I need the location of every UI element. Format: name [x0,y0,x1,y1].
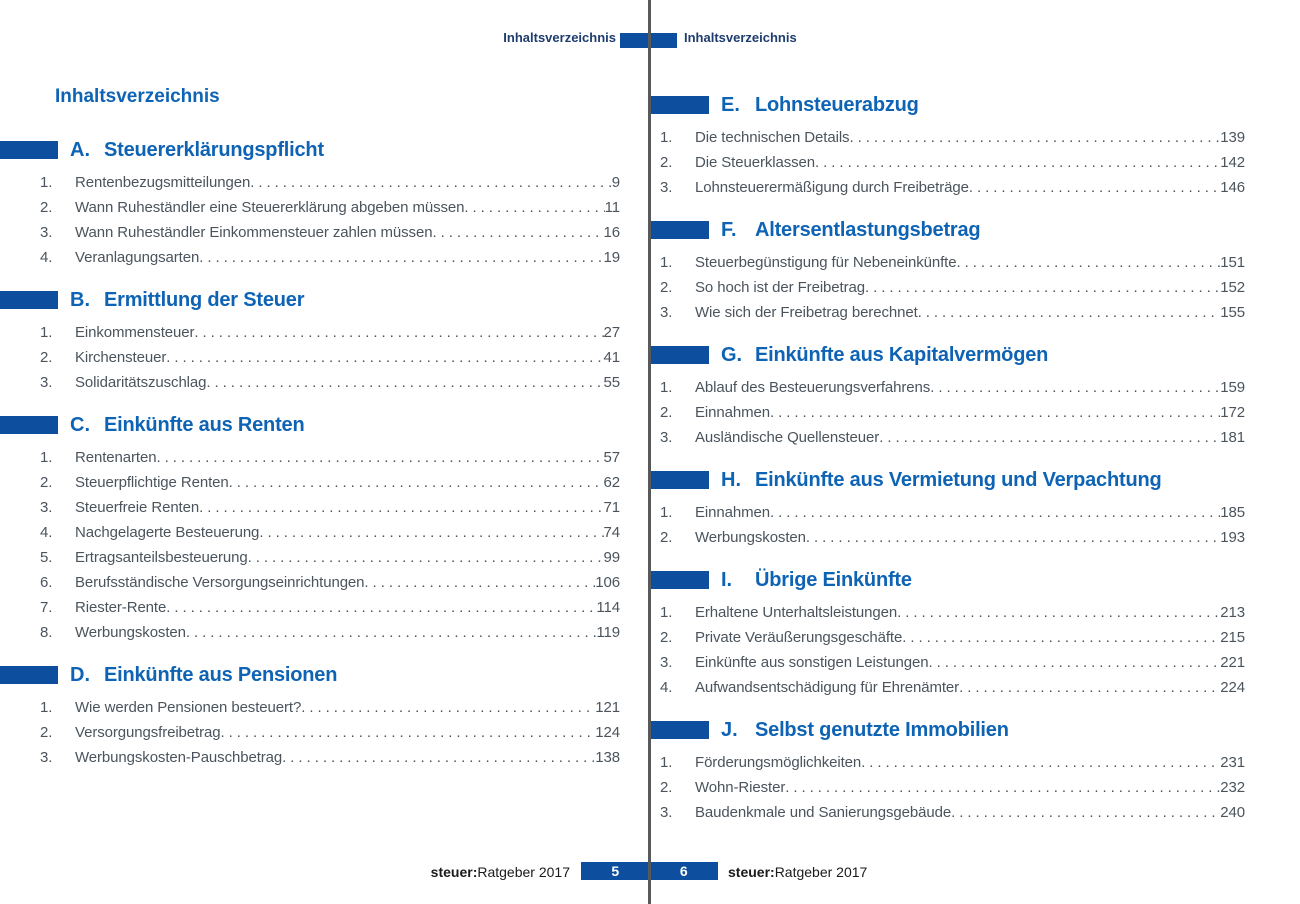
toc-entry [40,720,620,745]
toc-entry-label: Lohnsteuerermäßigung durch Freibeträge [695,179,969,196]
dot-leader [928,650,1220,675]
section-accent-bar [0,291,58,309]
toc-entry [660,800,1245,825]
toc-entry-page: 27 [603,324,620,341]
section-heading [0,663,620,687]
toc-entry-number: 1. [660,254,673,271]
toc-section [0,663,620,770]
toc-entry-page: 224 [1220,679,1245,696]
toc-entry-number: 3. [40,374,53,391]
toc-entry-label: Nachgelagerte Besteuerung [75,524,260,541]
dot-leader [785,775,1220,800]
section-letter: I. [721,568,733,591]
section-letter: B. [70,288,90,311]
dot-leader [166,595,596,620]
toc-entry-label: Die Steuerklassen [695,154,816,171]
toc-entry-number: 4. [660,679,673,696]
page-number-right: 6 [679,863,688,879]
toc-entry-page: 16 [603,224,620,241]
dot-leader [902,625,1220,650]
toc-entry [40,320,620,345]
toc-entry-page: 11 [604,199,620,216]
toc-entry-number: 3. [40,224,53,241]
running-header-left: Inhaltsverzeichnis [503,30,616,45]
dot-leader [282,745,595,770]
toc-entry-page: 19 [603,249,620,266]
toc-entry-label: Werbungskosten-Pauschbetrag [75,749,283,766]
toc-entry-page: 152 [1220,279,1245,296]
toc-entry-number: 1. [660,604,673,621]
toc-entry-label: Veranlagungsarten [75,249,200,266]
toc-entry [40,470,620,495]
page-gutter-divider [648,0,651,904]
section-items [651,250,1245,325]
toc-section [0,413,620,645]
dot-leader [930,375,1220,400]
toc-entry-page: 151 [1220,254,1245,271]
toc-entry [40,620,620,645]
section-items [651,500,1245,550]
dot-leader [364,570,595,595]
toc-entry-page: 215 [1220,629,1245,646]
section-heading [651,218,1245,242]
toc-entry-page: 55 [603,374,620,391]
toc-entry-number: 2. [660,279,673,296]
toc-entry-number: 4. [40,524,53,541]
toc-entry [40,170,620,195]
toc-entry-number: 2. [40,474,53,491]
toc-entry [660,625,1245,650]
dot-leader [861,750,1220,775]
toc-entry-number: 6. [40,574,53,591]
toc-entry-label: Wann Ruheständler eine Steuererklärung abgeben müssen [75,199,465,216]
toc-entry-label: Riester-Rente [75,599,167,616]
toc-entry-number: 4. [40,249,53,266]
dot-leader [206,370,603,395]
toc-entry-label: Solidaritätszuschlag [75,374,207,391]
toc-entry-page: 221 [1220,654,1245,671]
toc-entry-page: 155 [1220,304,1245,321]
dot-leader [301,695,595,720]
dot-leader [879,425,1220,450]
toc-entry-number: 1. [40,449,53,466]
toc-entry-page: 114 [596,599,620,616]
dot-leader [918,300,1221,325]
toc-entry-number: 1. [660,379,673,396]
section-accent-bar [0,666,58,684]
section-items [651,125,1245,200]
toc-entry-number: 5. [40,549,53,566]
toc-section [0,288,620,395]
dot-leader [259,520,603,545]
toc-section [0,138,620,270]
toc-entry-page: 159 [1220,379,1245,396]
toc-entry-label: Rentenbezugsmitteilungen [75,174,251,191]
section-letter: H. [721,468,741,491]
toc-entry-page: 181 [1220,429,1245,446]
toc-entry-number: 2. [660,779,673,796]
toc-entry-number: 2. [40,724,53,741]
toc-entry-number: 1. [40,699,53,716]
toc-entry [40,570,620,595]
toc-entry-page: 231 [1220,754,1245,771]
toc-section [651,568,1245,700]
toc-entry-label: Ablauf des Besteuerungsverfahrens [695,379,931,396]
section-letter: J. [721,718,738,741]
toc-entry-number: 3. [660,429,673,446]
toc-entry-label: Einkommensteuer [75,324,195,341]
toc-entry [660,500,1245,525]
toc-entry-label: Berufsständische Versorgungseinrichtungen [75,574,365,591]
dot-leader [865,275,1220,300]
section-letter: E. [721,93,740,116]
section-accent-bar [651,221,709,239]
dot-leader [229,470,604,495]
running-header-right: Inhaltsverzeichnis [684,30,797,45]
toc-entry-number: 1. [40,324,53,341]
dot-leader [166,345,603,370]
section-title: Lohnsteuerabzug [755,93,919,116]
toc-entry-number: 3. [40,749,53,766]
toc-entry-page: 99 [603,549,620,566]
toc-entry-number: 3. [660,179,673,196]
section-accent-bar [651,346,709,364]
section-heading [651,568,1245,592]
section-title: Einkünfte aus Kapitalvermögen [755,343,1049,366]
dot-leader [199,495,603,520]
toc-entry-number: 3. [40,499,53,516]
section-items [651,375,1245,450]
toc-entry-page: 213 [1220,604,1245,621]
toc-section [651,343,1245,450]
section-title: Übrige Einkünfte [755,568,912,591]
toc-entry-page: 74 [603,524,620,541]
toc-entry-page: 121 [595,699,620,716]
section-accent-bar [651,571,709,589]
section-heading [651,343,1245,367]
toc-entry [660,150,1245,175]
section-heading [0,413,620,437]
toc-entry-number: 8. [40,624,53,641]
toc-entry [40,220,620,245]
toc-entry-label: Rentenarten [75,449,157,466]
dot-leader [806,525,1220,550]
section-heading [0,138,620,162]
toc-entry-label: Ausländische Quellensteuer [695,429,880,446]
section-items [0,320,620,395]
section-items [0,170,620,270]
toc-entry-number: 3. [660,804,673,821]
footer-brand-right [728,864,867,880]
section-accent-bar [0,416,58,434]
section-title: Ermittlung der Steuer [104,288,305,311]
toc-entry [40,695,620,720]
toc-entry-page: 57 [603,449,620,466]
toc-entry-number: 1. [660,504,673,521]
page-number-left: 5 [611,863,620,879]
section-items [0,695,620,770]
section-accent-bar [0,141,58,159]
dot-leader [186,620,596,645]
toc-entry-label: Einnahmen [695,404,770,421]
toc-entry [40,545,620,570]
toc-entry [40,495,620,520]
toc-entry [660,425,1245,450]
dot-leader [432,220,603,245]
dot-leader [969,175,1220,200]
section-heading [651,718,1245,742]
toc-entry [660,300,1245,325]
toc-entry [660,675,1245,700]
toc-entry-page: 9 [611,174,620,191]
section-heading [651,93,1245,117]
toc-entry [40,245,620,270]
dot-leader [199,245,603,270]
toc-entry-number: 2. [660,154,673,171]
toc-entry [660,650,1245,675]
toc-entry-page: 240 [1220,804,1245,821]
toc-entry-label: Erhaltene Unterhaltsleistungen [695,604,898,621]
section-letter: F. [721,218,737,241]
section-title: Steuererklärungspflicht [104,138,324,161]
toc-section [651,93,1245,200]
toc-entry-number: 1. [660,129,673,146]
toc-entry [40,595,620,620]
toc-entry-page: 71 [603,499,620,516]
toc-entry-page: 232 [1220,779,1245,796]
toc-entry-number: 1. [660,754,673,771]
toc-entry [40,195,620,220]
toc-entry [40,345,620,370]
section-title: Selbst genutzte Immobilien [755,718,1009,741]
toc-entry [660,775,1245,800]
footer-brand-bold: steuer: [728,864,775,880]
toc-entry-page: 62 [603,474,620,491]
toc-entry-page: 185 [1220,504,1245,521]
section-letter: G. [721,343,743,366]
toc-entry-label: Steuerpflichtige Renten [75,474,229,491]
footer-brand-rest: Ratgeber 2017 [477,864,570,880]
dot-leader [951,800,1220,825]
toc-entry-label: Die technischen Details [695,129,850,146]
toc-entry-label: Wohn-Riester [695,779,786,796]
left-page-content [0,85,620,788]
dot-leader [464,195,604,220]
toc-entry-number: 2. [660,629,673,646]
toc-entry [40,745,620,770]
footer-brand-bold: steuer: [430,864,478,880]
toc-entry-number: 3. [660,654,673,671]
toc-entry-page: 138 [595,749,620,766]
dot-leader [897,600,1220,625]
toc-entry-label: Wie werden Pensionen besteuert? [75,699,302,716]
toc-entry-label: Steuerbegünstigung für Nebeneinkünfte [695,254,957,271]
toc-entry-number: 2. [660,404,673,421]
dot-leader [221,720,596,745]
toc-entry-label: So hoch ist der Freibetrag [695,279,865,296]
dot-leader [770,400,1220,425]
toc-entry-label: Versorgungsfreibetrag [75,724,221,741]
toc-entry [660,525,1245,550]
section-items [651,750,1245,825]
toc-entry [40,370,620,395]
dot-leader [156,445,603,470]
toc-entry [660,250,1245,275]
section-accent-bar [651,721,709,739]
toc-entry [660,125,1245,150]
toc-entry-page: 139 [1220,129,1245,146]
section-items [651,600,1245,700]
toc-entry-number: 2. [40,349,53,366]
toc-entry-label: Baudenkmale und Sanierungsgebäude [695,804,952,821]
toc-entry-page: 124 [595,724,620,741]
toc-entry-label: Förderungsmöglichkeiten [695,754,862,771]
toc-entry-label: Einnahmen [695,504,770,521]
toc-entry-number: 2. [40,199,53,216]
section-letter: C. [70,413,90,436]
toc-entry-page: 172 [1220,404,1245,421]
section-heading [651,468,1245,492]
section-accent-bar [651,96,709,114]
toc-entry [660,375,1245,400]
toc-entry-number: 7. [40,599,53,616]
toc-entry-label: Steuerfreie Renten [75,499,200,516]
section-letter: A. [70,138,90,161]
toc-entry-page: 41 [603,349,620,366]
toc-entry [660,600,1245,625]
section-heading [0,288,620,312]
toc-entry-number: 2. [660,529,673,546]
section-title: Altersentlastungsbetrag [755,218,981,241]
section-items [0,445,620,645]
toc-entry [40,520,620,545]
dot-leader [815,150,1220,175]
toc-entry [660,750,1245,775]
toc-entry-page: 119 [596,624,620,641]
right-page-content [651,93,1245,843]
toc-section [651,218,1245,325]
toc-entry-label: Kirchensteuer [75,349,167,366]
footer-brand-left [431,864,570,880]
dot-leader [959,675,1220,700]
dot-leader [957,250,1221,275]
toc-entry [660,400,1245,425]
toc-entry-number: 1. [40,174,53,191]
toc-entry-label: Wann Ruheständler Einkommensteuer zahlen müssen [75,224,433,241]
section-accent-bar [651,471,709,489]
dot-leader [194,320,603,345]
toc-entry-label: Aufwandsentschädigung für Ehrenämter [695,679,960,696]
toc-entry-page: 142 [1220,154,1245,171]
toc-entry [660,175,1245,200]
dot-leader [250,170,612,195]
toc-entry [660,275,1245,300]
toc-section [651,468,1245,550]
dot-leader [849,125,1220,150]
toc-entry-page: 106 [595,574,620,591]
left-page-sections [0,138,620,770]
section-title: Einkünfte aus Vermietung und Verpachtung [755,468,1162,491]
footer-brand-rest: Ratgeber 2017 [774,864,868,880]
toc-entry-label: Ertragsanteilsbesteuerung [75,549,248,566]
section-letter: D. [70,663,90,686]
toc-entry-label: Einkünfte aus sonstigen Leistungen [695,654,929,671]
toc-entry-number: 3. [660,304,673,321]
toc-entry-page: 146 [1220,179,1245,196]
page-title: Inhaltsverzeichnis [55,86,220,107]
toc-entry [40,445,620,470]
toc-entry-label: Private Veräußerungsgeschäfte [695,629,903,646]
toc-entry-page: 193 [1220,529,1245,546]
dot-leader [770,500,1220,525]
toc-entry-label: Werbungskosten [695,529,806,546]
toc-entry-label: Wie sich der Freibetrag berechnet [695,304,918,321]
toc-entry-label: Werbungskosten [75,624,186,641]
section-title: Einkünfte aus Pensionen [104,663,338,686]
dot-leader [248,545,604,570]
section-title: Einkünfte aus Renten [104,413,305,436]
toc-section [651,718,1245,825]
